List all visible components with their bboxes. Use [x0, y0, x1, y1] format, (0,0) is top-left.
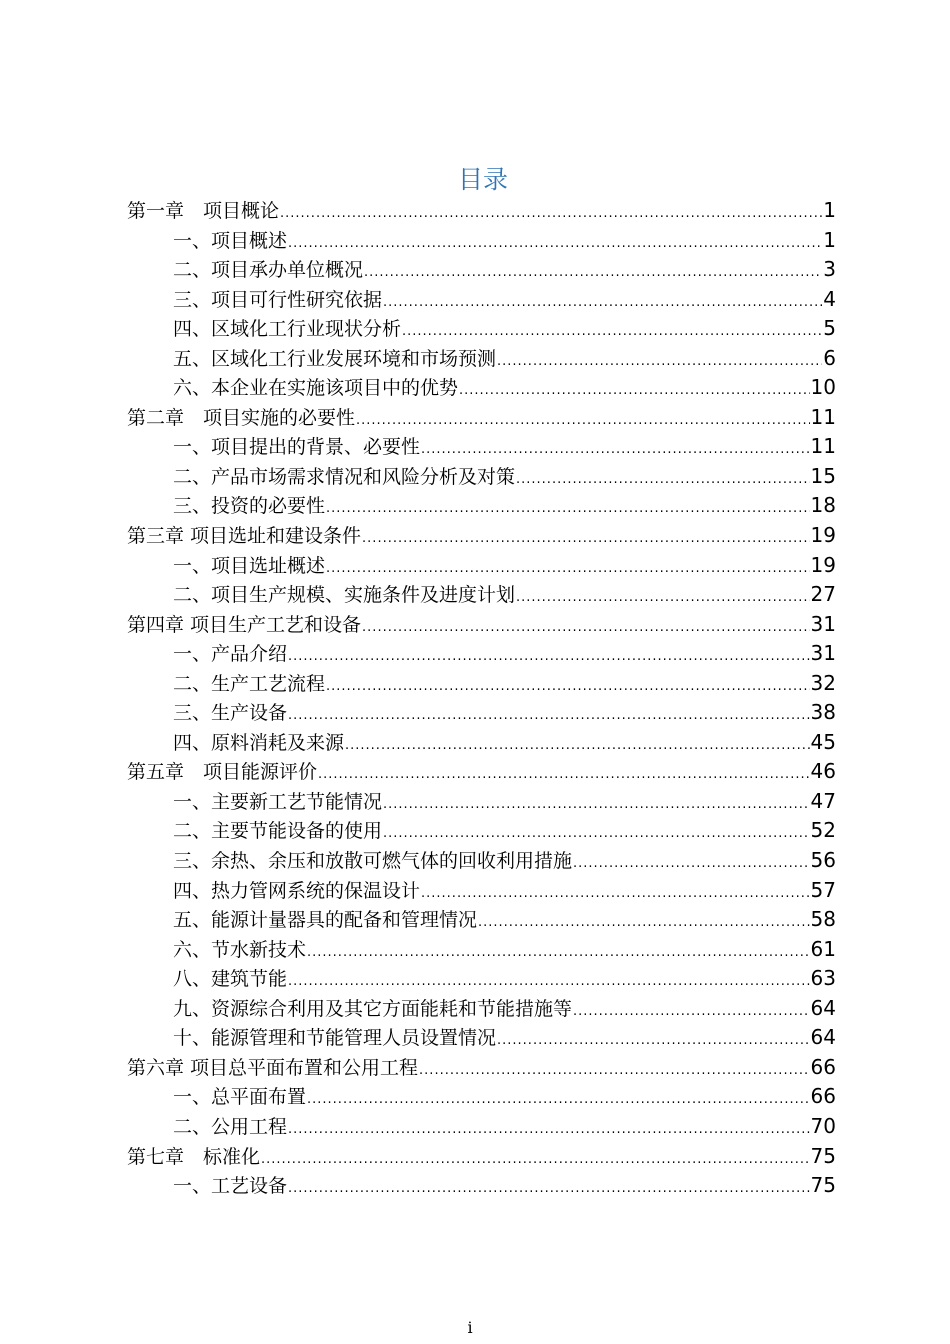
dot-leader [516, 465, 810, 495]
dot-leader [383, 288, 822, 318]
toc-entry-label: 二、公用工程 [173, 1115, 288, 1138]
dot-leader [573, 997, 810, 1027]
toc-entry-label: 一、项目选址概述 [173, 554, 326, 577]
toc-entry-label: 一、项目提出的背景、必要性 [173, 436, 421, 459]
toc-entry-label: 四、热力管网系统的保温设计 [173, 879, 421, 902]
toc-entry-page: 1 [823, 227, 836, 252]
toc-entry-label: 六、本企业在实施该项目中的优势 [173, 377, 459, 400]
toc-entry-label: 五、能源计量器具的配备和管理情况 [173, 909, 478, 932]
dot-leader [573, 849, 810, 879]
toc-section-entry[interactable] [127, 935, 836, 965]
dot-leader [288, 1115, 810, 1145]
dot-leader [419, 1056, 810, 1086]
dot-leader [345, 731, 810, 761]
toc-title: 目录 [457, 165, 508, 194]
toc-section-entry[interactable] [127, 698, 836, 728]
dot-leader [497, 1026, 810, 1056]
dot-leader [516, 583, 810, 613]
dot-leader [288, 642, 810, 672]
toc-section-entry[interactable] [127, 580, 836, 610]
toc-entry-page: 31 [810, 641, 836, 666]
dot-leader [307, 938, 810, 968]
toc-entry-page: 3 [823, 257, 836, 282]
dot-leader [421, 879, 810, 909]
toc-chapter-entry[interactable] [127, 1053, 836, 1083]
toc-entry-page: 4 [823, 286, 836, 311]
toc-entry-label: 十、能源管理和节能管理人员设置情况 [173, 1027, 497, 1050]
dot-leader [421, 435, 810, 465]
dot-leader [288, 1174, 810, 1204]
toc-entry-label: 四、区域化工行业现状分析 [173, 318, 402, 341]
toc-entry-label: 二、主要节能设备的使用 [173, 820, 383, 843]
toc-entry-label: 一、主要新工艺节能情况 [173, 790, 383, 813]
toc-entry-label: 六、节水新技术 [173, 938, 307, 961]
toc-chapter-entry[interactable] [127, 196, 836, 226]
toc-section-entry[interactable] [127, 491, 836, 521]
toc-section-entry[interactable] [127, 639, 836, 669]
toc-section-entry[interactable] [127, 846, 836, 876]
dot-leader [362, 613, 810, 643]
toc-entry-label: 三、投资的必要性 [173, 495, 326, 518]
dot-leader [383, 819, 810, 849]
toc-entry-label: 八、建筑节能 [173, 968, 288, 991]
toc-entry-page: 11 [810, 404, 836, 429]
toc-entry-page: 56 [810, 848, 836, 873]
toc-section-entry[interactable] [127, 462, 836, 492]
toc-entry-page: 1 [823, 198, 836, 222]
toc-entry-page: 10 [810, 375, 836, 400]
toc-entry-page: 52 [810, 818, 836, 843]
toc-chapter-entry[interactable] [127, 403, 836, 433]
toc-section-entry[interactable] [127, 226, 836, 256]
toc-chapter-entry[interactable] [127, 610, 836, 640]
toc-entry-page: 15 [810, 463, 836, 488]
toc-entry-label: 第四章 项目生产工艺和设备 [127, 613, 362, 636]
toc-entry-page: 58 [810, 907, 836, 932]
dot-leader [478, 908, 810, 938]
dot-leader [288, 967, 810, 997]
dot-leader [288, 229, 822, 259]
toc-entry-page: 31 [810, 611, 836, 636]
dot-leader [497, 347, 822, 377]
toc-entry-label: 五、区域化工行业发展环境和市场预测 [173, 347, 497, 370]
toc-entry-label: 第六章 项目总平面布置和公用工程 [127, 1056, 419, 1079]
toc-section-entry[interactable] [127, 669, 836, 699]
toc-entry-page: 61 [810, 936, 836, 961]
toc-entry-page: 75 [810, 1173, 836, 1198]
toc-entry-label: 一、总平面布置 [173, 1086, 307, 1109]
toc-section-entry[interactable] [127, 787, 836, 817]
toc-section-entry[interactable] [127, 876, 836, 906]
toc-entry-page: 57 [810, 877, 836, 902]
toc-chapter-entry[interactable] [127, 1142, 836, 1172]
toc-entry-label: 二、项目承办单位概况 [173, 259, 364, 282]
toc-section-entry[interactable] [127, 255, 836, 285]
toc-section-entry[interactable] [127, 373, 836, 403]
toc-entry-label: 第七章 标准化 [127, 1145, 261, 1168]
toc-entry-page: 66 [810, 1084, 836, 1109]
toc-entry-page: 27 [810, 582, 836, 607]
toc-entry-page: 47 [810, 788, 836, 813]
toc-section-entry[interactable] [127, 1112, 836, 1142]
toc-entry-page: 19 [810, 523, 836, 548]
toc-entry-page: 5 [823, 316, 836, 341]
toc-section-entry[interactable] [127, 728, 836, 758]
toc-entry-label: 第一章 项目概论 [127, 200, 280, 222]
toc-entry-label: 四、原料消耗及来源 [173, 731, 345, 754]
toc-entry-label: 第五章 项目能源评价 [127, 761, 318, 784]
toc-section-entry[interactable] [127, 964, 836, 994]
toc-entry-label: 一、工艺设备 [173, 1175, 288, 1198]
toc-section-entry[interactable] [127, 344, 836, 374]
toc-entry-label: 二、产品市场需求情况和风险分析及对策 [173, 465, 516, 488]
toc-entry-page: 18 [810, 493, 836, 518]
toc-entry-label: 二、生产工艺流程 [173, 672, 326, 695]
toc-entry-page: 63 [810, 966, 836, 991]
toc-entry-label: 三、项目可行性研究依据 [173, 288, 383, 311]
toc-entry-label: 三、生产设备 [173, 702, 288, 725]
table-of-contents [127, 196, 836, 1201]
dot-leader [383, 790, 810, 820]
dot-leader [326, 494, 810, 524]
toc-entry-label: 一、产品介绍 [173, 643, 288, 666]
dot-leader [318, 760, 810, 790]
dot-leader [280, 199, 822, 229]
toc-section-entry[interactable] [127, 432, 836, 462]
toc-entry-label: 九、资源综合利用及其它方面能耗和节能措施等 [173, 997, 573, 1020]
toc-entry-page: 46 [810, 759, 836, 784]
toc-entry-label: 第三章 项目选址和建设条件 [127, 525, 362, 548]
toc-section-entry[interactable] [127, 1082, 836, 1112]
dot-leader [326, 672, 810, 702]
dot-leader [402, 317, 822, 347]
toc-section-entry[interactable] [127, 551, 836, 581]
toc-entry-page: 38 [810, 700, 836, 725]
dot-leader [356, 406, 810, 436]
dot-leader [459, 376, 810, 406]
toc-chapter-entry[interactable] [127, 521, 836, 551]
dot-leader [362, 524, 810, 554]
toc-entry-page: 66 [810, 1054, 836, 1079]
toc-section-entry[interactable] [127, 905, 836, 935]
toc-entry-label: 二、项目生产规模、实施条件及进度计划 [173, 584, 516, 607]
dot-leader [364, 258, 822, 288]
toc-section-entry[interactable] [127, 1171, 836, 1201]
toc-entry-page: 70 [810, 1113, 836, 1138]
toc-section-entry[interactable] [127, 816, 836, 846]
toc-entry-page: 6 [823, 345, 836, 370]
toc-entry-label: 第二章 项目实施的必要性 [127, 406, 356, 429]
dot-leader [326, 554, 810, 584]
toc-entry-label: 三、余热、余压和放散可燃气体的回收利用措施 [173, 850, 573, 873]
toc-entry-page: 11 [810, 434, 836, 459]
dot-leader [307, 1085, 810, 1115]
toc-section-entry[interactable] [127, 994, 836, 1024]
page-number: i [467, 1318, 473, 1337]
toc-chapter-entry[interactable] [127, 757, 836, 787]
toc-section-entry[interactable] [127, 314, 836, 344]
toc-entry-page: 64 [810, 995, 836, 1020]
dot-leader [261, 1145, 810, 1175]
dot-leader [288, 701, 810, 731]
toc-entry-page: 64 [810, 1025, 836, 1050]
toc-entry-page: 19 [810, 552, 836, 577]
toc-entry-page: 45 [810, 729, 836, 754]
toc-section-entry[interactable] [127, 285, 836, 315]
toc-entry-page: 75 [810, 1143, 836, 1168]
toc-entry-page: 32 [810, 670, 836, 695]
toc-section-entry[interactable] [127, 1023, 836, 1053]
toc-entry-label: 一、项目概述 [173, 229, 288, 252]
